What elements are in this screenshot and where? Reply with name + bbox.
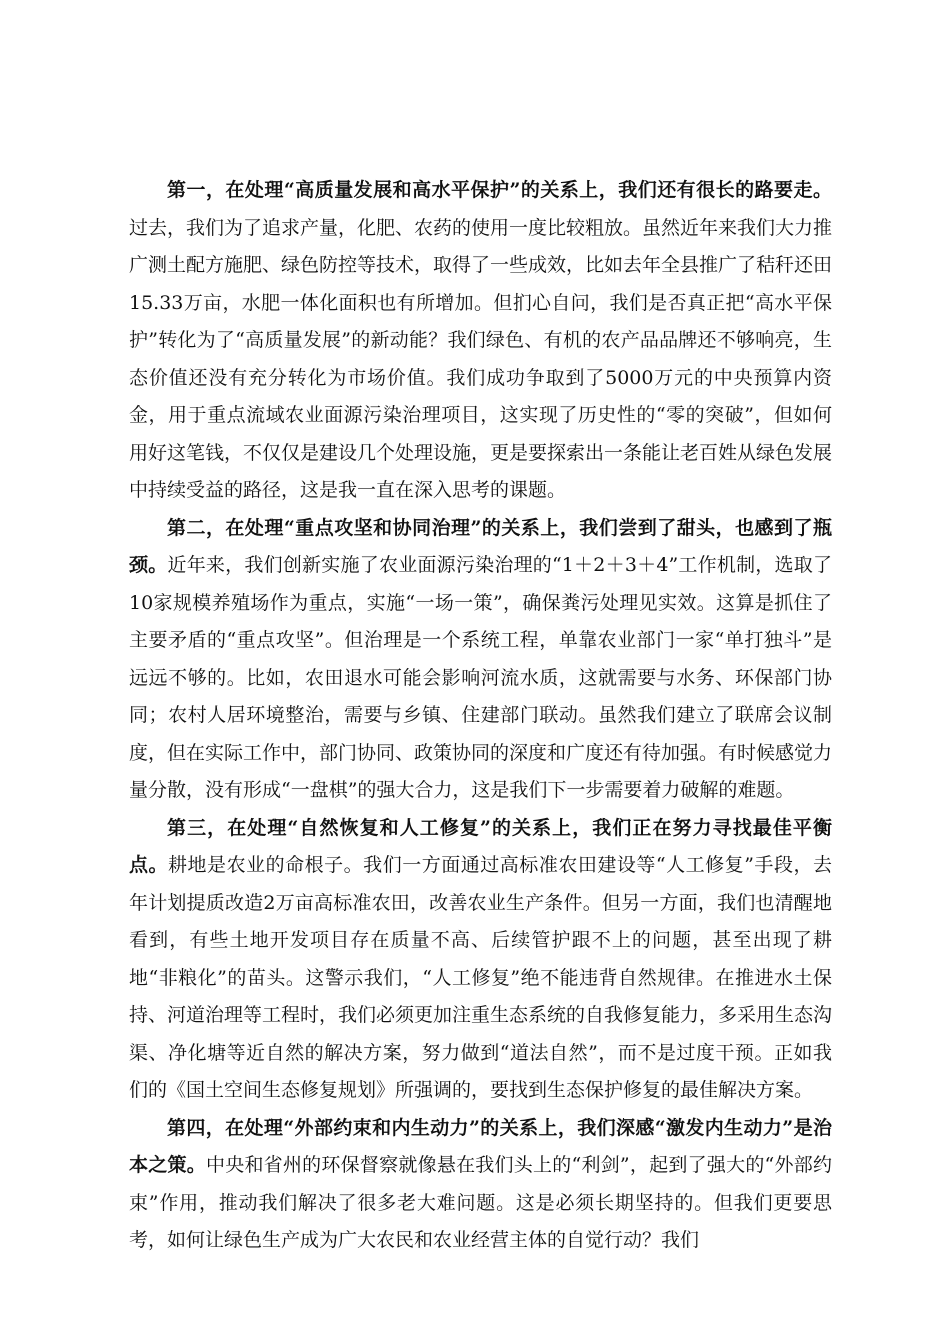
document-page [129, 172, 832, 1260]
paragraph-body: 过去，我们为了追求产量，化肥、农药的使用一度比较粗放。虽然近年来我们大力推广测土配方施肥、绿色防控等技术，取得了一些成效，比如去年全县推广了秸秆还田15.33万亩，水肥一体化面积也有所增加。但扪心自问，我们是否真正把“高水平保护”转化为了“高质量发展”的新动能？我们绿色、有机的农产品品牌还不够响亮，生态价值还没有充分转化为市场价值。我们成功争取到了5000万元的中央预算内资金，用于重点流域农业面源污染治理项目，这实现了历史性的“零的突破”，但如何用好这笔钱，不仅仅是建设几个处理设施，更是要探索出一条能让老百姓从绿色发展中持续受益的路径，这是我一直在深入思考的课题。 [129, 216, 833, 501]
paragraph-lead: 第四，在处理“外部约束和内生动力”的关系上，我们深感“激发内生动力”是治本之策。 [129, 1116, 832, 1176]
paragraph-fourth [129, 1110, 832, 1260]
paragraph-first [129, 172, 832, 510]
paragraph-second [129, 510, 832, 810]
paragraph-third [129, 810, 832, 1110]
paragraph-lead: 第三，在处理“自然恢复和人工修复”的关系上，我们正在努力寻找最佳平衡点。 [129, 816, 832, 876]
paragraph-body: 中央和省州的环保督察就像悬在我们头上的“利剑”，起到了强大的“外部约束”作用，推动我们解决了很多老大难问题。这是必须长期坚持的。但我们更要思考，如何让绿色生产成为广大农民和农业经营主体的自觉行动？我们 [129, 1154, 832, 1251]
paragraph-body: 近年来，我们创新实施了农业面源污染治理的“1＋2＋3＋4”工作机制，选取了10家规模养殖场作为重点，实施“一场一策”，确保粪污处理见实效。这算是抓住了主要矛盾的“重点攻坚”。但治理是一个系统工程，单靠农业部门一家“单打独斗”是远远不够的。比如，农田退水可能会影响河流水质，这就需要与水务、环保部门协同；农村人居环境整治，需要与乡镇、住建部门联动。虽然我们建立了联席会议制度，但在实际工作中，部门协同、政策协同的深度和广度还有待加强。有时候感觉力量分散，没有形成“一盘棋”的强大合力，这是我们下一步需要着力破解的难题。 [129, 554, 833, 801]
paragraph-body: 耕地是农业的命根子。我们一方面通过高标准农田建设等“人工修复”手段，去年计划提质改造2万亩高标准农田，改善农业生产条件。但另一方面，我们也清醒地看到，有些土地开发项目存在质量不高、后续管护跟不上的问题，甚至出现了耕地“非粮化”的苗头。这警示我们，“人工修复”绝不能违背自然规律。在推进水土保持、河道治理等工程时，我们必须更加注重生态系统的自我修复能力，多采用生态沟渠、净化塘等近自然的解决方案，努力做到“道法自然”，而不是过度干预。正如我们的《国土空间生态修复规划》所强调的，要找到生态保护修复的最佳解决方案。 [129, 854, 833, 1101]
paragraph-lead: 第二，在处理“重点攻坚和协同治理”的关系上，我们尝到了甜头，也感到了瓶颈。 [129, 516, 832, 576]
paragraph-lead: 第一，在处理“高质量发展和高水平保护”的关系上，我们还有很长的路要走。 [167, 179, 832, 201]
